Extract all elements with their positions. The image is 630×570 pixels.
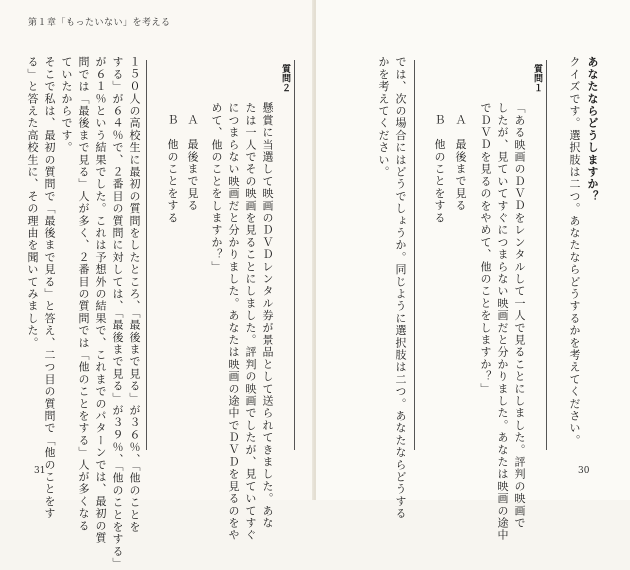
question-2-line: につまらない映画だと分かりました。あなたは映画の途中でＤＶＤを見るのをや — [227, 102, 240, 542]
quiz-intro: クイズです。選択肢は二つ。あなたならどうするかを考えてください。 — [568, 56, 581, 447]
question-2-line: めて、他のことをしますか？」 — [210, 102, 223, 273]
section-heading: あなたならどうしますか？ — [586, 56, 599, 203]
question-2-box-right-rule — [294, 60, 295, 450]
question-2-label: 質問２ — [280, 64, 290, 93]
option-text: 最後まで見る — [454, 138, 467, 212]
question-2-line: たは一人でその映画を見ることにしました。評判の映画でしたが、見ていてすぐ — [244, 102, 257, 542]
question-1-box-left-rule — [414, 60, 415, 450]
question-1-line: したが、見ていてすぐにつまらない映画だと分かりました。あなたは映画の途中 — [496, 102, 509, 542]
followup-line: では、次の場合にはどうでしょうか。同じように選択肢は二つ。あなたならどうする — [394, 56, 407, 520]
question-1-option-b — [431, 114, 448, 224]
option-text: 最後まで見る — [186, 138, 199, 212]
running-head: 第１章「もったいない」を考える — [28, 18, 171, 28]
body-line: ていたからです。 — [60, 56, 73, 154]
question-1-line: でＤＶＤを見るのをやめて、他のことをしますか？」 — [479, 102, 492, 395]
option-text: 他のことをする — [433, 138, 446, 224]
question-2-line: 懸賞に当選して映画のＤＶＤレンタル券が景品として送られてきました。あな — [261, 102, 274, 529]
option-letter: Ａ — [454, 114, 467, 127]
body-line: そこで私は、最初の質問で「最後まで見る」と答え、二つ目の質問で「他のことをす — [43, 56, 56, 520]
question-1-option-a — [452, 114, 469, 212]
body-line: 問では「最後まで見る」人が多く、２番目の質問では「他のことをする」人が多くなる — [77, 56, 90, 532]
question-1-box-right-rule — [546, 60, 547, 450]
question-1-line: 「ある映画のＤＶＤをレンタルして一人で見ることにしました。評判の映画で — [513, 102, 526, 529]
body-line: る」と答えた高校生に、その理由を聞いてみました。 — [26, 56, 39, 349]
body-line: する」が６４％で、２番目の質問に対しては、「最後まで見る」が３９％、「他のことをする」 — [111, 56, 124, 570]
option-letter: Ｂ — [166, 114, 179, 127]
question-2-option-b — [164, 114, 181, 224]
question-2-box-left-rule — [146, 60, 147, 450]
option-text: 他のことをする — [166, 138, 179, 224]
followup-line: かを考えてください。 — [377, 56, 390, 178]
body-line: が６１％という結果でした。これは予想外の結果で、これまでのパターンでは、最初の質 — [94, 56, 107, 544]
option-letter: Ａ — [186, 114, 199, 127]
question-1-label: 質問１ — [532, 64, 542, 93]
page-number-left: 31 — [34, 466, 46, 476]
option-letter: Ｂ — [433, 114, 446, 127]
body-line: １５０人の高校生に最初の質問をしたところ、「最後まで見る」が３６％、「他のことを — [128, 56, 141, 533]
question-2-option-a — [184, 114, 201, 212]
page-number-right: 30 — [578, 466, 590, 476]
